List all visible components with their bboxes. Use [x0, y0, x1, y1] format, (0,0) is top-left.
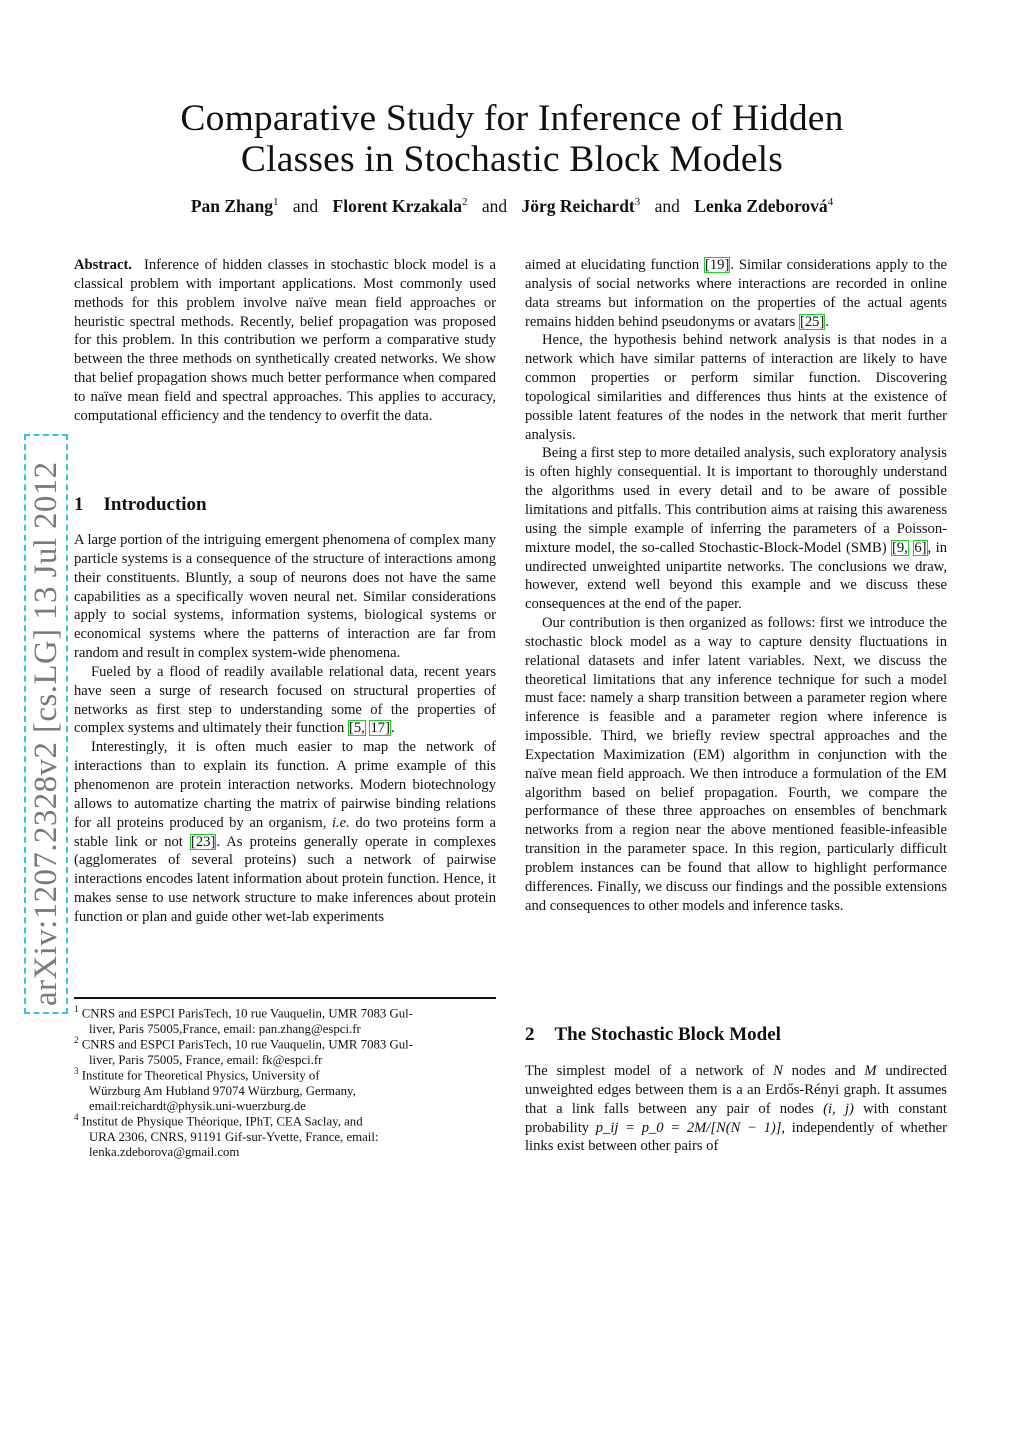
paragraph-text: independently of whether links exist between other pairs of: [525, 1119, 947, 1155]
citation-number: 6: [914, 539, 922, 556]
paragraph-text: in undirected unweighted unipartite networks. The conclusions we draw, however, extend well beyond this example and we discuss these consequences at the end of the paper.: [525, 539, 947, 613]
section-heading-introduction: [74, 494, 207, 516]
introduction-text: [74, 531, 496, 927]
section-title: Introduction: [103, 494, 207, 515]
citation-link[interactable]: [23]: [190, 833, 216, 850]
citation-number: 25: [804, 313, 820, 330]
paragraph-text: with constant probability: [525, 1100, 947, 1136]
citation-number: 23: [195, 833, 211, 850]
footnote-number: 1: [74, 1004, 79, 1014]
section-title: The Stochastic Block Model: [554, 1024, 781, 1045]
footnote-text: Institute for Theoretical Physics, University of: [81, 1068, 320, 1083]
author-affiliation-mark: 3: [634, 196, 641, 209]
footnote-text: Würzburg Am Hubland 97074 Würzburg, Germany,: [89, 1083, 356, 1098]
author-name: Florent Krzakala: [332, 196, 462, 216]
author-separator: and: [292, 196, 319, 216]
abstract-paragraph: [74, 256, 496, 426]
author-name: Lenka Zdeborová: [694, 196, 828, 216]
footnote-number: 2: [74, 1035, 79, 1045]
author-separator: and: [481, 196, 508, 216]
paragraph: Interestingly, it is often much easier to map the network of interactions than to explain its function. A prime example of this phenomenon are protein interaction networks. Modern biotechnology allows to automatize charting the matrix of pairwise binding relations for all proteins produced by an organism, i.e. do two proteins form a stable link or not [23]. As proteins generally operate in complexes (agglomerates of several proteins) such a network of pairwise interactions encodes latent information about protein function. Hence, it makes sense to use network structure to make inferences about protein function or plan and guide other wet-lab experiments: [74, 739, 496, 925]
citation-link[interactable]: 6]: [914, 539, 927, 556]
footnote-rule: [74, 997, 496, 999]
citation-number: 5: [353, 720, 362, 737]
math-variable: M: [864, 1063, 877, 1079]
citation-link[interactable]: [5,: [349, 720, 365, 737]
citation-number: 19: [709, 257, 725, 273]
citation-number: 9: [896, 539, 905, 556]
paragraph-text: Being a first step to more detailed analysis, such exploratory analysis is often highly consequential. It is important to thoroughly understand the algorithms used in every detail and to be aware of possible limitations and pitfalls. This contribution aims at raising this awareness using the simple example of inferring the parameters of a Poisson-mixture model, the so-called Stochastic-Block-Model (SMB): [525, 445, 947, 556]
footnote-text: URA 2306, CNRS, 91191 Gif-sur-Yvette, France, email:: [89, 1129, 379, 1144]
title-line-2: Classes in Stochastic Block Models: [240, 139, 784, 180]
paragraph: Hence, the hypothesis behind network analysis is that nodes in a network which have similar patterns of interaction are likely to have common properties or perform similar function. Discovering topological similarities and differences thus hints at the existence of possible latent features of the nodes in the network that merit further analysis.: [525, 332, 947, 443]
footnote: [74, 1064, 496, 1115]
footnote: [74, 1110, 496, 1161]
author-affiliation-mark: 1: [273, 196, 279, 209]
author-affiliation-mark: 4: [827, 196, 834, 209]
footnote-text: CNRS and ESPCI ParisTech, 10 rue Vauquelin, UMR 7083 Gul-: [81, 1006, 413, 1021]
paragraph-text: Interestingly, it is often much easier to map the network of interactions than to explain its function. A prime example of this phenomenon are protein interaction networks. Modern biotechnology allows to automatize charting the matrix of pairwise binding relations for all proteins produced by an organism,: [74, 739, 496, 831]
footnote-text: liver, Paris 75005,France, email: pan.zhang@espci.fr: [89, 1021, 361, 1036]
paragraph-text: undirected unweighted edges between them is a an Erdős-Rényi graph. It assumes that a link falls between any pair of nodes: [525, 1063, 947, 1117]
citation-link[interactable]: 17]: [370, 720, 390, 737]
author-list: [0, 196, 1024, 217]
right-column-text: [525, 256, 947, 916]
citation-link[interactable]: [9,: [892, 539, 908, 556]
paragraph-text: As proteins generally operate in complexes (agglomerates of several proteins) such a network of pairwise interactions encodes latent information about protein function. Hence, it makes sense to use network structure to make inferences about protein function or plan and guide other wet-lab experiments: [74, 833, 496, 925]
paragraph-text: do two proteins form a stable link or not: [74, 814, 496, 850]
math-expression: (i, j): [823, 1100, 854, 1117]
footnote-text: CNRS and ESPCI ParisTech, 10 rue Vauquelin, UMR 7083 Gul-: [81, 1037, 413, 1052]
section-2-text: [525, 1062, 947, 1156]
footnote-text: email:reichardt@physik.uni-wuerzburg.de: [89, 1099, 306, 1114]
paragraph: A large portion of the intriguing emergent phenomena of complex many particle systems is a consequence of the structure of interactions among their constituents. Bluntly, a soup of neurons does not have the same capabilities as a specifically woven neural net. Similar considerations apply to social systems, information systems, biological systems or economical systems where the patterns of interaction are far from random and result in complex system-wide phenomena.: [74, 532, 496, 662]
emphasis: i.e.: [331, 814, 350, 831]
paragraph: Fueled by a flood of readily available relational data, recent years have seen a surge of research focused on structural properties of networks as first step to understanding some of the properties of complex systems and ultimately their function [5, 17].: [74, 663, 496, 737]
paragraph-text: Fueled by a flood of readily available relational data, recent years have seen a surge of research focused on structural properties of networks as first step to understanding some of the properties of complex systems and ultimately their function: [74, 663, 496, 737]
abstract-block: [74, 256, 496, 426]
author-affiliation-mark: 2: [461, 196, 468, 209]
title-line-1: Comparative Study for Inference of Hidden: [180, 98, 844, 139]
section-number: 2: [525, 1024, 535, 1045]
abstract-text: Inference of hidden classes in stochastic block model is a classical problem with important applications. Most commonly used methods for this problem involve naïve mean field approaches or heuristic spectral methods. Recently, belief propagation was proposed for this problem. In this contribution we perform a comparative study between the three methods on synthetically created networks. We show that belief propagation shows much better performance when compared to naïve mean field and spectral approaches. This applies to accuracy, computational efficiency and the tendency to overfit the data.: [74, 257, 496, 424]
abstract-label: Abstract.: [74, 257, 132, 273]
author-name: Jörg Reichardt: [521, 196, 635, 216]
footnote-text: Institut de Physique Théorique, IPhT, CEA Saclay, and: [81, 1114, 363, 1129]
citation-link[interactable]: [25]: [799, 313, 825, 330]
arxiv-stamp: arXiv:1207.2328v2 [cs.LG] 13 Jul 2012: [24, 434, 68, 1014]
citation-link[interactable]: [19]: [705, 257, 730, 273]
paragraph: Being a first step to more detailed analysis, such exploratory analysis is often highly consequential. It is important to thoroughly understand the algorithms used in every detail and to be aware of possible limitations and pitfalls. This contribution aims at raising this awareness using the simple example of inferring the parameters of a Poisson-mixture model, the so-called Stochastic-Block-Model (SMB) [9, 6], in undirected unweighted unipartite networks. The conclusions we draw, however, extend well beyond this example and we discuss these consequences at the end of the paper.: [525, 445, 947, 613]
author-name: Pan Zhang: [190, 196, 273, 216]
paragraph: aimed at elucidating function [19]. Similar considerations apply to the analysis of social networks where interactions are recorded in online data streams but information on the properties of the actual agents remains hidden behind pseudonyms or avatars [25].: [525, 257, 948, 330]
footnote-text: lenka.zdeborova@gmail.com: [89, 1145, 240, 1160]
paper-title: [0, 98, 1024, 180]
paragraph-text: nodes and: [791, 1063, 856, 1079]
math-formula: p_ij = p_0 = 2M/[N(N − 1)],: [595, 1119, 786, 1136]
section-number: 1: [74, 494, 84, 515]
paragraph-text: The simplest model of a network of: [525, 1063, 765, 1079]
paragraph-text: Similar considerations apply to the analysis of social networks where interactions are recorded in online data streams but information on the properties of the actual agents remains hidden behind pseudonyms or avatars: [525, 257, 948, 330]
footnote-text: liver, Paris 75005, France, email: fk@espci.fr: [89, 1052, 323, 1067]
math-variable: N: [773, 1063, 783, 1079]
section-heading-stochastic-block-model: [525, 1024, 781, 1046]
footnote-number: 4: [74, 1112, 79, 1122]
paragraph-text: aimed at elucidating function: [525, 257, 700, 273]
citation-number: 17: [370, 720, 386, 737]
footnote-number: 3: [74, 1066, 79, 1076]
paragraph: [525, 1062, 947, 1156]
author-separator: and: [654, 196, 680, 216]
paragraph: Our contribution is then organized as follows: first we introduce the stochastic block model as a way to capture density fluctuations in relational datasets and infer latent variables. Next, we discuss the theoretical limitations that any inference technique for such a model must face: namely a sharp transition between a parameter region where inference is feasible and a parameter region where inference is impossible. Third, we briefly review spectral approaches and the Expectation Maximization (EM) algorithm in conjunction with the naïve mean field approach. We then introduce a formulation of the EM algorithm based on belief propagation. Fourth, we compare the performance of these three approaches on ensembles of benchmark networks from a region near the above mentioned feasible-infeasible transition in the parameter space. In this region, particularly difficult problem instances can be found that allow to highlight performance differences. Finally, we discuss our findings and the possible extensions and consequences to other models and inference tasks.: [525, 615, 947, 914]
